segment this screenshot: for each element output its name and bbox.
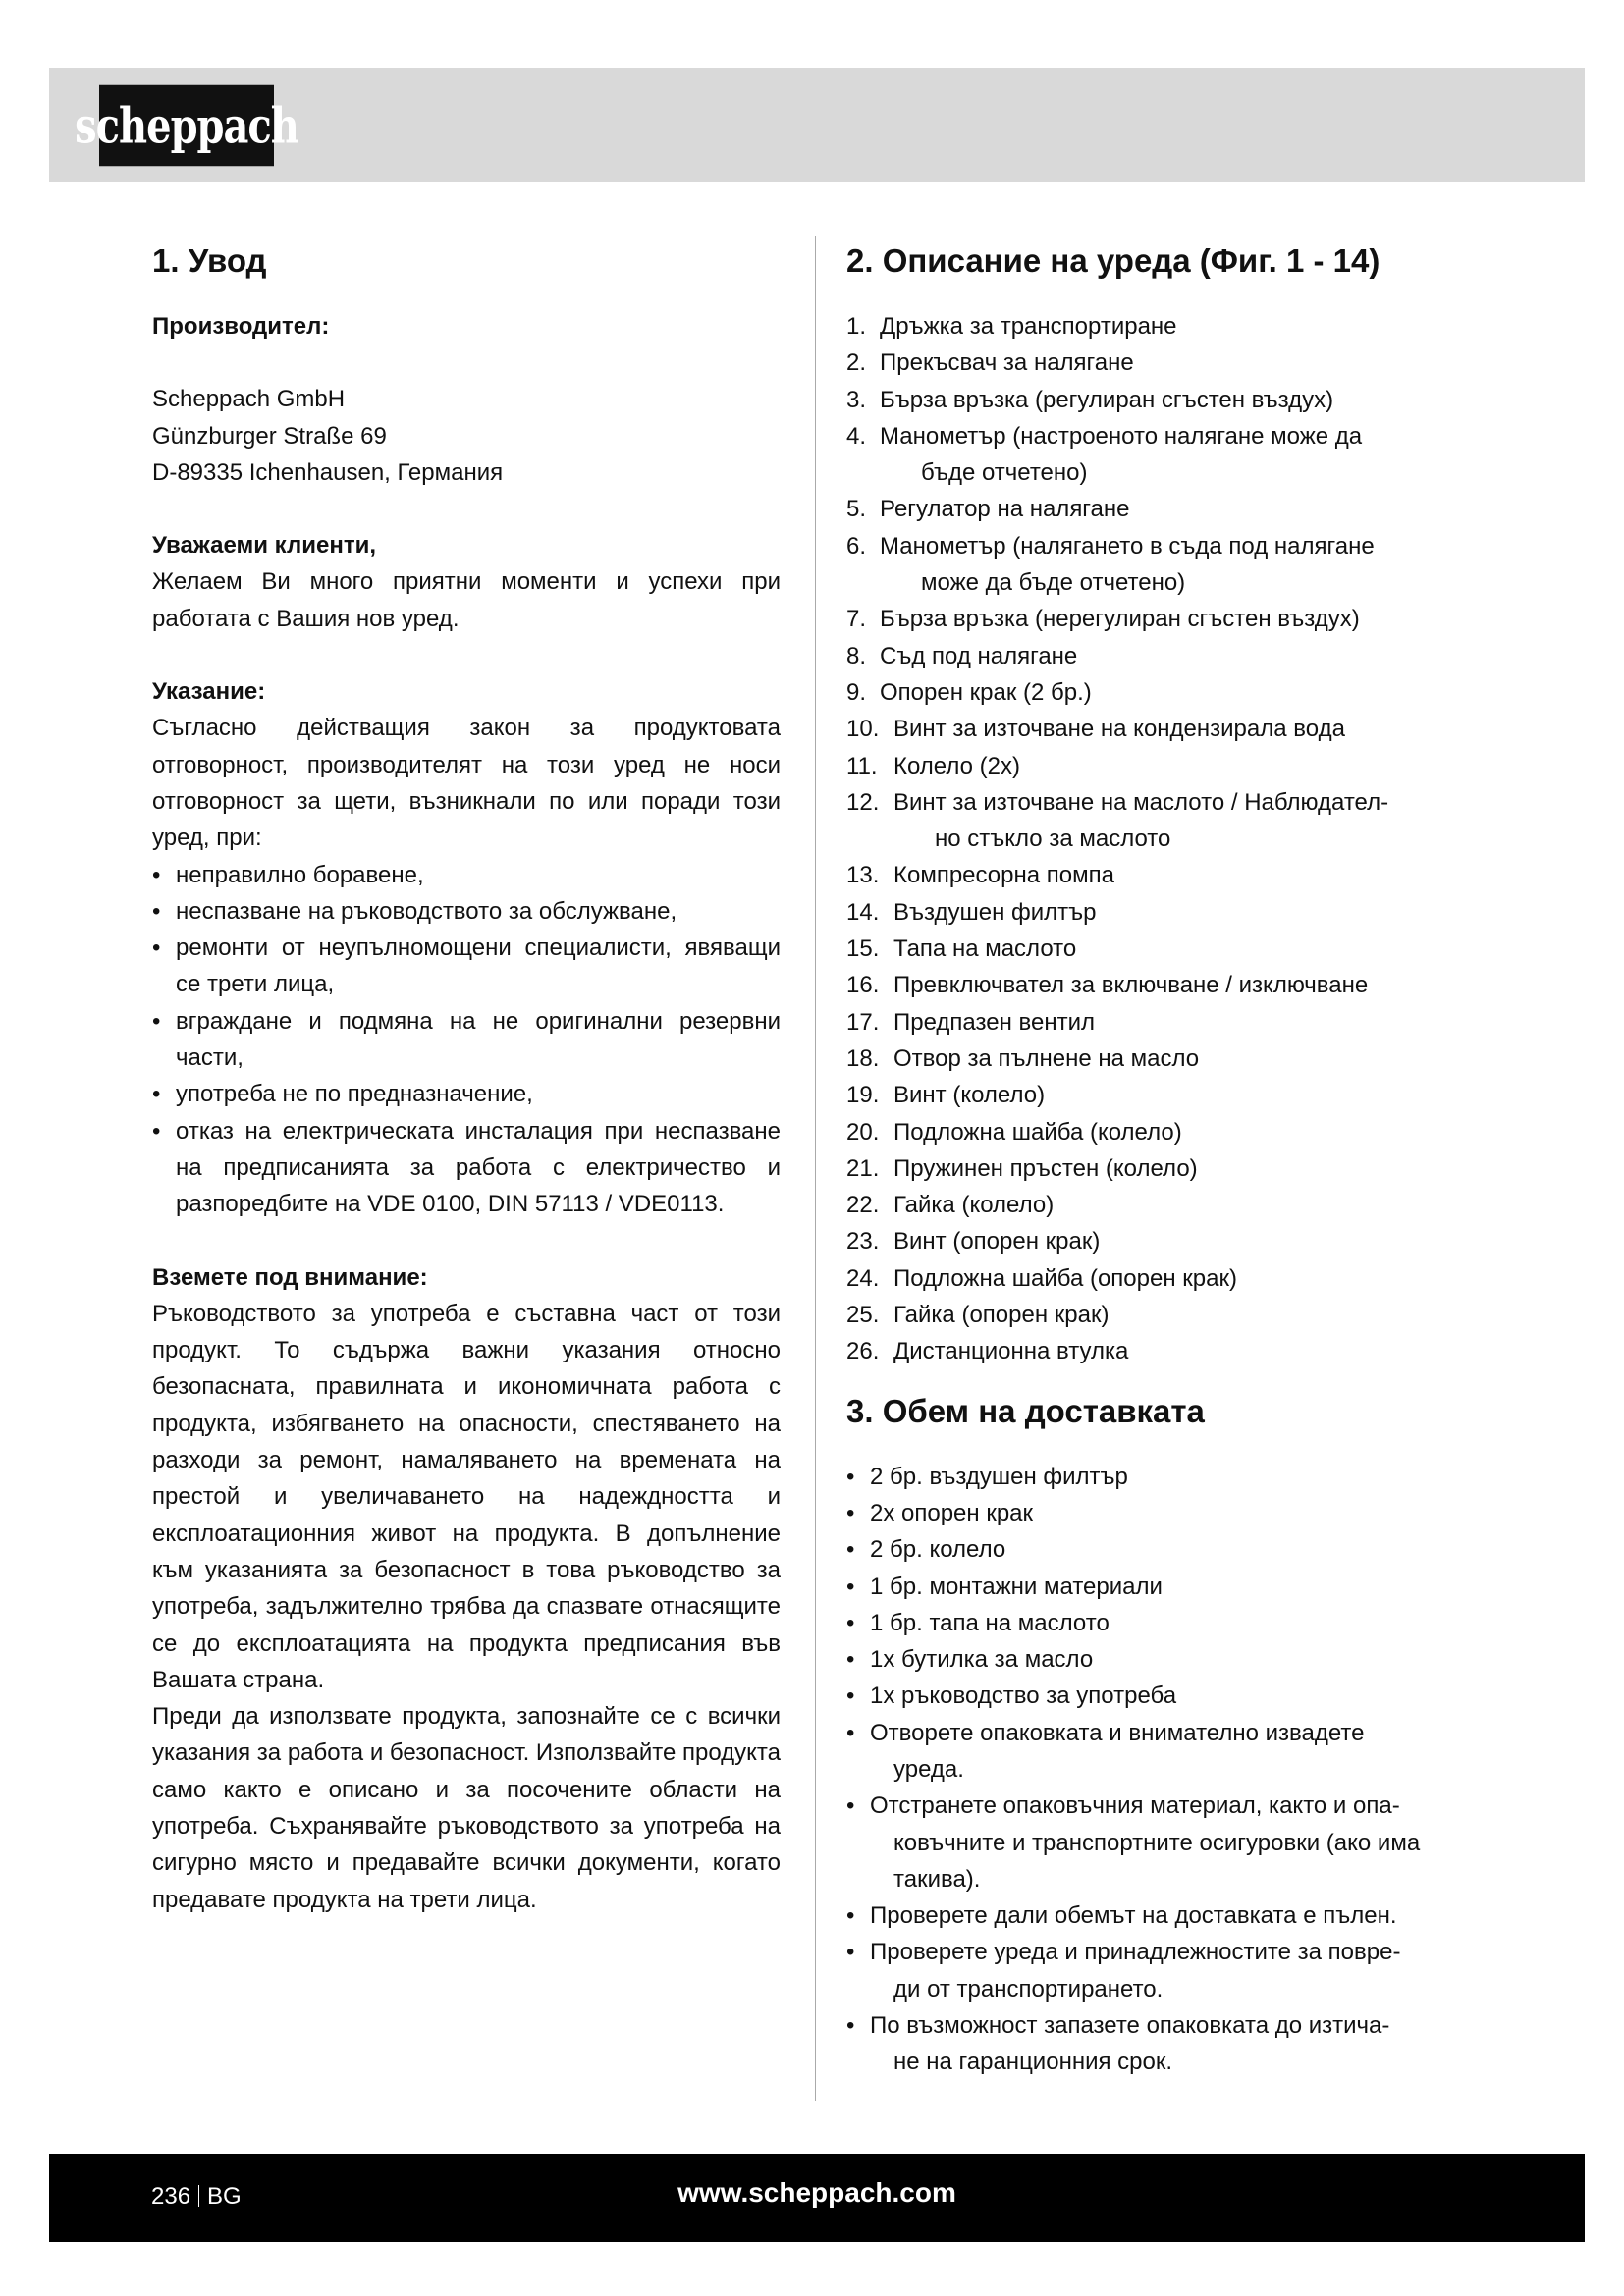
parts-list-item: [846, 308, 1487, 345]
item-text: Манометър (настроеното налягане може да: [880, 422, 1363, 450]
delivery-list-item: [846, 1678, 1487, 1714]
manufacturer-label: Производител:: [152, 313, 330, 340]
delivery-list-item: [846, 1897, 1487, 1934]
attention-label: Вземете под внимание:: [152, 1263, 428, 1291]
item-text: Въздушен филтър: [893, 898, 1097, 926]
parts-list-item: [846, 1150, 1487, 1187]
item-text: Подложна шайба (опорен крак): [893, 1264, 1237, 1292]
item-text: Пружинен пръстен (колело): [893, 1154, 1198, 1182]
item-number: 8.: [846, 642, 867, 669]
delivery-list-item: [846, 1531, 1487, 1568]
website-url[interactable]: www.scheppach.com: [677, 2177, 956, 2208]
column-divider: [815, 236, 816, 2101]
delivery-list-item: [846, 1934, 1487, 2007]
item-text: Превключвател за включване / изключване: [893, 972, 1369, 999]
item-text: 1 бр. тапа на маслото: [870, 1609, 1110, 1636]
item-text: Тапа на маслото: [893, 935, 1077, 963]
parts-list-item: [846, 1260, 1487, 1297]
parts-list-item: [846, 1114, 1487, 1150]
item-number: 4.: [846, 422, 867, 450]
section-title-description: 2. Описание на уреда (Фиг. 1 - 14): [846, 242, 1380, 279]
parts-list-item: [846, 1041, 1487, 1077]
list-item: • неспазване на ръководството за обслужване,: [152, 893, 781, 930]
item-text: Опорен крак (2 бр.): [880, 678, 1092, 706]
item-text: Проверете дали обемът на доставката е пълен.: [870, 1902, 1397, 1930]
parts-list-item: [846, 748, 1487, 784]
parts-list-item: [846, 601, 1487, 637]
item-number: 2.: [846, 349, 867, 377]
item-text-continued: ди от транспортирането.: [893, 1975, 1164, 2002]
item-text: Колело (2x): [893, 752, 1020, 779]
parts-list-item: [846, 345, 1487, 381]
item-text: 2 бр. колело: [870, 1536, 1006, 1564]
item-text-continued: не на гаранционния срок.: [893, 2049, 1173, 2076]
parts-list-item: [846, 1297, 1487, 1333]
item-text-continued: може да бъде отчетено): [921, 569, 1186, 597]
item-number: 1.: [846, 313, 867, 340]
parts-list-item: [846, 418, 1487, 492]
section-title-intro: 1. Увод: [152, 242, 267, 279]
item-number: 7.: [846, 606, 867, 633]
item-number: 9.: [846, 678, 867, 706]
item-number: 25.: [846, 1302, 880, 1329]
item-text: Компресорна помпа: [893, 862, 1114, 889]
parts-list-item: [846, 931, 1487, 967]
item-text: 2 бр. въздушен филтър: [870, 1463, 1128, 1490]
section-title-delivery: 3. Обем на доставката: [846, 1392, 1205, 1429]
parts-list-item: [846, 491, 1487, 527]
list-item: • отказ на електрическата инсталация при неспазване на предписанията за работа с електричество и разпоредбите на VDE 0100, DIN 57113 / VDE0113.: [152, 1113, 781, 1223]
item-number: 26.: [846, 1338, 880, 1365]
item-number: 12.: [846, 788, 880, 816]
item-text: Предпазен вентил: [893, 1008, 1095, 1036]
parts-list-item: [846, 1077, 1487, 1113]
parts-list-item: [846, 528, 1487, 602]
item-text-continued: такива).: [893, 1865, 981, 1893]
parts-list-item: [846, 1004, 1487, 1041]
parts-list-item: [846, 784, 1487, 858]
item-number: 20.: [846, 1118, 880, 1146]
item-text: Съд под налягане: [880, 642, 1078, 669]
note-text: Съгласно действащия закон за продуктовата отговорност, производителят на този уред не носи отговорност за щети, възникнали по или поради този уред, при:: [152, 715, 781, 852]
item-text: Винт за източване на кондензирала вода: [893, 716, 1345, 743]
footer: [49, 2154, 1585, 2242]
note-label: Указание:: [152, 678, 266, 706]
item-text: Винт (колело): [893, 1082, 1046, 1109]
item-text: Отвор за пълнене на масло: [893, 1044, 1200, 1072]
parts-list-item: [846, 674, 1487, 711]
item-text: 1 бр. монтажни материали: [870, 1573, 1163, 1600]
delivery-list-item: [846, 1715, 1487, 1789]
delivery-list: [846, 1459, 1487, 2081]
item-text: 1x бутилка за масло: [870, 1646, 1094, 1674]
item-text: Дистанционна втулка: [893, 1338, 1129, 1365]
item-number: 10.: [846, 716, 880, 743]
item-text: Регулатор на налягане: [880, 496, 1130, 523]
item-text: Гайка (опорен крак): [893, 1302, 1110, 1329]
item-number: 13.: [846, 862, 880, 889]
item-text: 2x опорен крак: [870, 1499, 1034, 1526]
item-number: 16.: [846, 972, 880, 999]
language-code: BG: [207, 2183, 242, 2210]
address-line: Günzburger Straße 69: [152, 422, 387, 450]
parts-list-item: [846, 638, 1487, 674]
item-number: 11.: [846, 752, 878, 779]
item-number: 3.: [846, 386, 867, 413]
parts-list-item: [846, 1333, 1487, 1369]
address-line: Scheppach GmbH: [152, 386, 346, 413]
item-text: 1x ръководство за употреба: [870, 1682, 1177, 1710]
item-number: 24.: [846, 1264, 880, 1292]
item-text: Проверете уреда и принадлежностите за повре-: [870, 1939, 1401, 1966]
list-item: • вграждане и подмяна на не оригинални резервни части,: [152, 1003, 781, 1077]
item-text: Прекъсвач за налягане: [880, 349, 1134, 377]
item-text-continued: бъде отчетено): [921, 459, 1088, 487]
delivery-list-item: [846, 1459, 1487, 1495]
delivery-list-item: [846, 1605, 1487, 1641]
parts-list: [846, 308, 1487, 1370]
parts-list-item: [846, 382, 1487, 418]
page-number: 236: [151, 2183, 191, 2210]
item-text: По възможност запазете опаковката до изтича-: [870, 2012, 1390, 2040]
left-column: [152, 232, 781, 1918]
item-number: 18.: [846, 1044, 880, 1072]
right-column: [846, 232, 1487, 2081]
parts-list-item: [846, 711, 1487, 747]
item-text: Манометър (налягането в съда под налягане: [880, 532, 1375, 560]
item-text: Отворете опаковката и внимателно извадете: [870, 1719, 1365, 1746]
list-item: • употреба не по предназначение,: [152, 1076, 781, 1112]
scheppach-logo: scheppach: [99, 85, 274, 167]
parts-list-item: [846, 1187, 1487, 1223]
item-text: Бърза връзка (нерегулиран сгъстен въздух): [880, 606, 1360, 633]
greeting-text: Желаем Ви много приятни моменти и успехи при работата с Вашия нов уред.: [152, 568, 781, 632]
item-text-continued: но стъкло за маслото: [935, 826, 1171, 853]
greeting-label: Уважаеми клиенти,: [152, 532, 376, 560]
header-band: [49, 68, 1585, 182]
item-text: Винт (опорен крак): [893, 1228, 1101, 1255]
item-number: 5.: [846, 496, 867, 523]
note-list: [152, 857, 781, 1223]
address-line: D-89335 Ichenhausen, Германия: [152, 458, 504, 486]
list-item: • ремонти от неупълномощени специалисти, явяващи се трети лица,: [152, 930, 781, 1003]
parts-list-item: [846, 894, 1487, 931]
item-number: 14.: [846, 898, 880, 926]
item-text: Бърза връзка (регулиран сгъстен въздух): [880, 386, 1334, 413]
delivery-list-item: [846, 1569, 1487, 1605]
attention-paragraph: Ръководството за употреба е съставна част от този продукт. То съдържа важни указания относно безопасната, правилната и икономичната работа с продукта, избягването на опасности, спестяването на разходи за ремонт, намаляването на времената на престой и увеличаването на надеждността и експлоатационния живот на продукта. В допълнение към указанията за безопасност в това ръководство за употреба, задължително трябва да спазвате отнасящите се до експлоатацията на продукта предписания във Вашата страна.: [152, 1300, 781, 1693]
item-text-continued: уреда.: [893, 1755, 964, 1783]
parts-list-item: [846, 857, 1487, 893]
item-text-continued: ковъчните и транспортните осигуровки (ако има: [893, 1829, 1421, 1856]
item-number: 15.: [846, 935, 880, 963]
item-text: Гайка (колело): [893, 1192, 1055, 1219]
item-number: 21.: [846, 1154, 880, 1182]
item-text: Отстранете опаковъчния материал, както и опа-: [870, 1792, 1400, 1820]
parts-list-item: [846, 1223, 1487, 1259]
delivery-list-item: [846, 1495, 1487, 1531]
list-item: • неправилно боравене,: [152, 857, 781, 893]
delivery-list-item: [846, 2007, 1487, 2081]
item-number: 19.: [846, 1082, 880, 1109]
delivery-list-item: [846, 1788, 1487, 1897]
attention-paragraph: Преди да използвате продукта, запознайте се с всички указания за работа и безопасност. Използвайте продукта само както е описано и за посочените области на употреба. Съхранявайте ръководството за употреба на сигурно място и предавайте всички документи, когато предавате продукта на трети лица.: [152, 1703, 781, 1913]
parts-list-item: [846, 967, 1487, 1003]
item-number: 17.: [846, 1008, 880, 1036]
item-number: 22.: [846, 1192, 880, 1219]
item-number: 23.: [846, 1228, 880, 1255]
item-text: Винт за източване на маслото / Наблюдател-: [893, 788, 1389, 816]
delivery-list-item: [846, 1641, 1487, 1678]
item-text: Дръжка за транспортиране: [880, 313, 1177, 340]
item-text: Подложна шайба (колело): [893, 1118, 1182, 1146]
item-number: 6.: [846, 532, 867, 560]
